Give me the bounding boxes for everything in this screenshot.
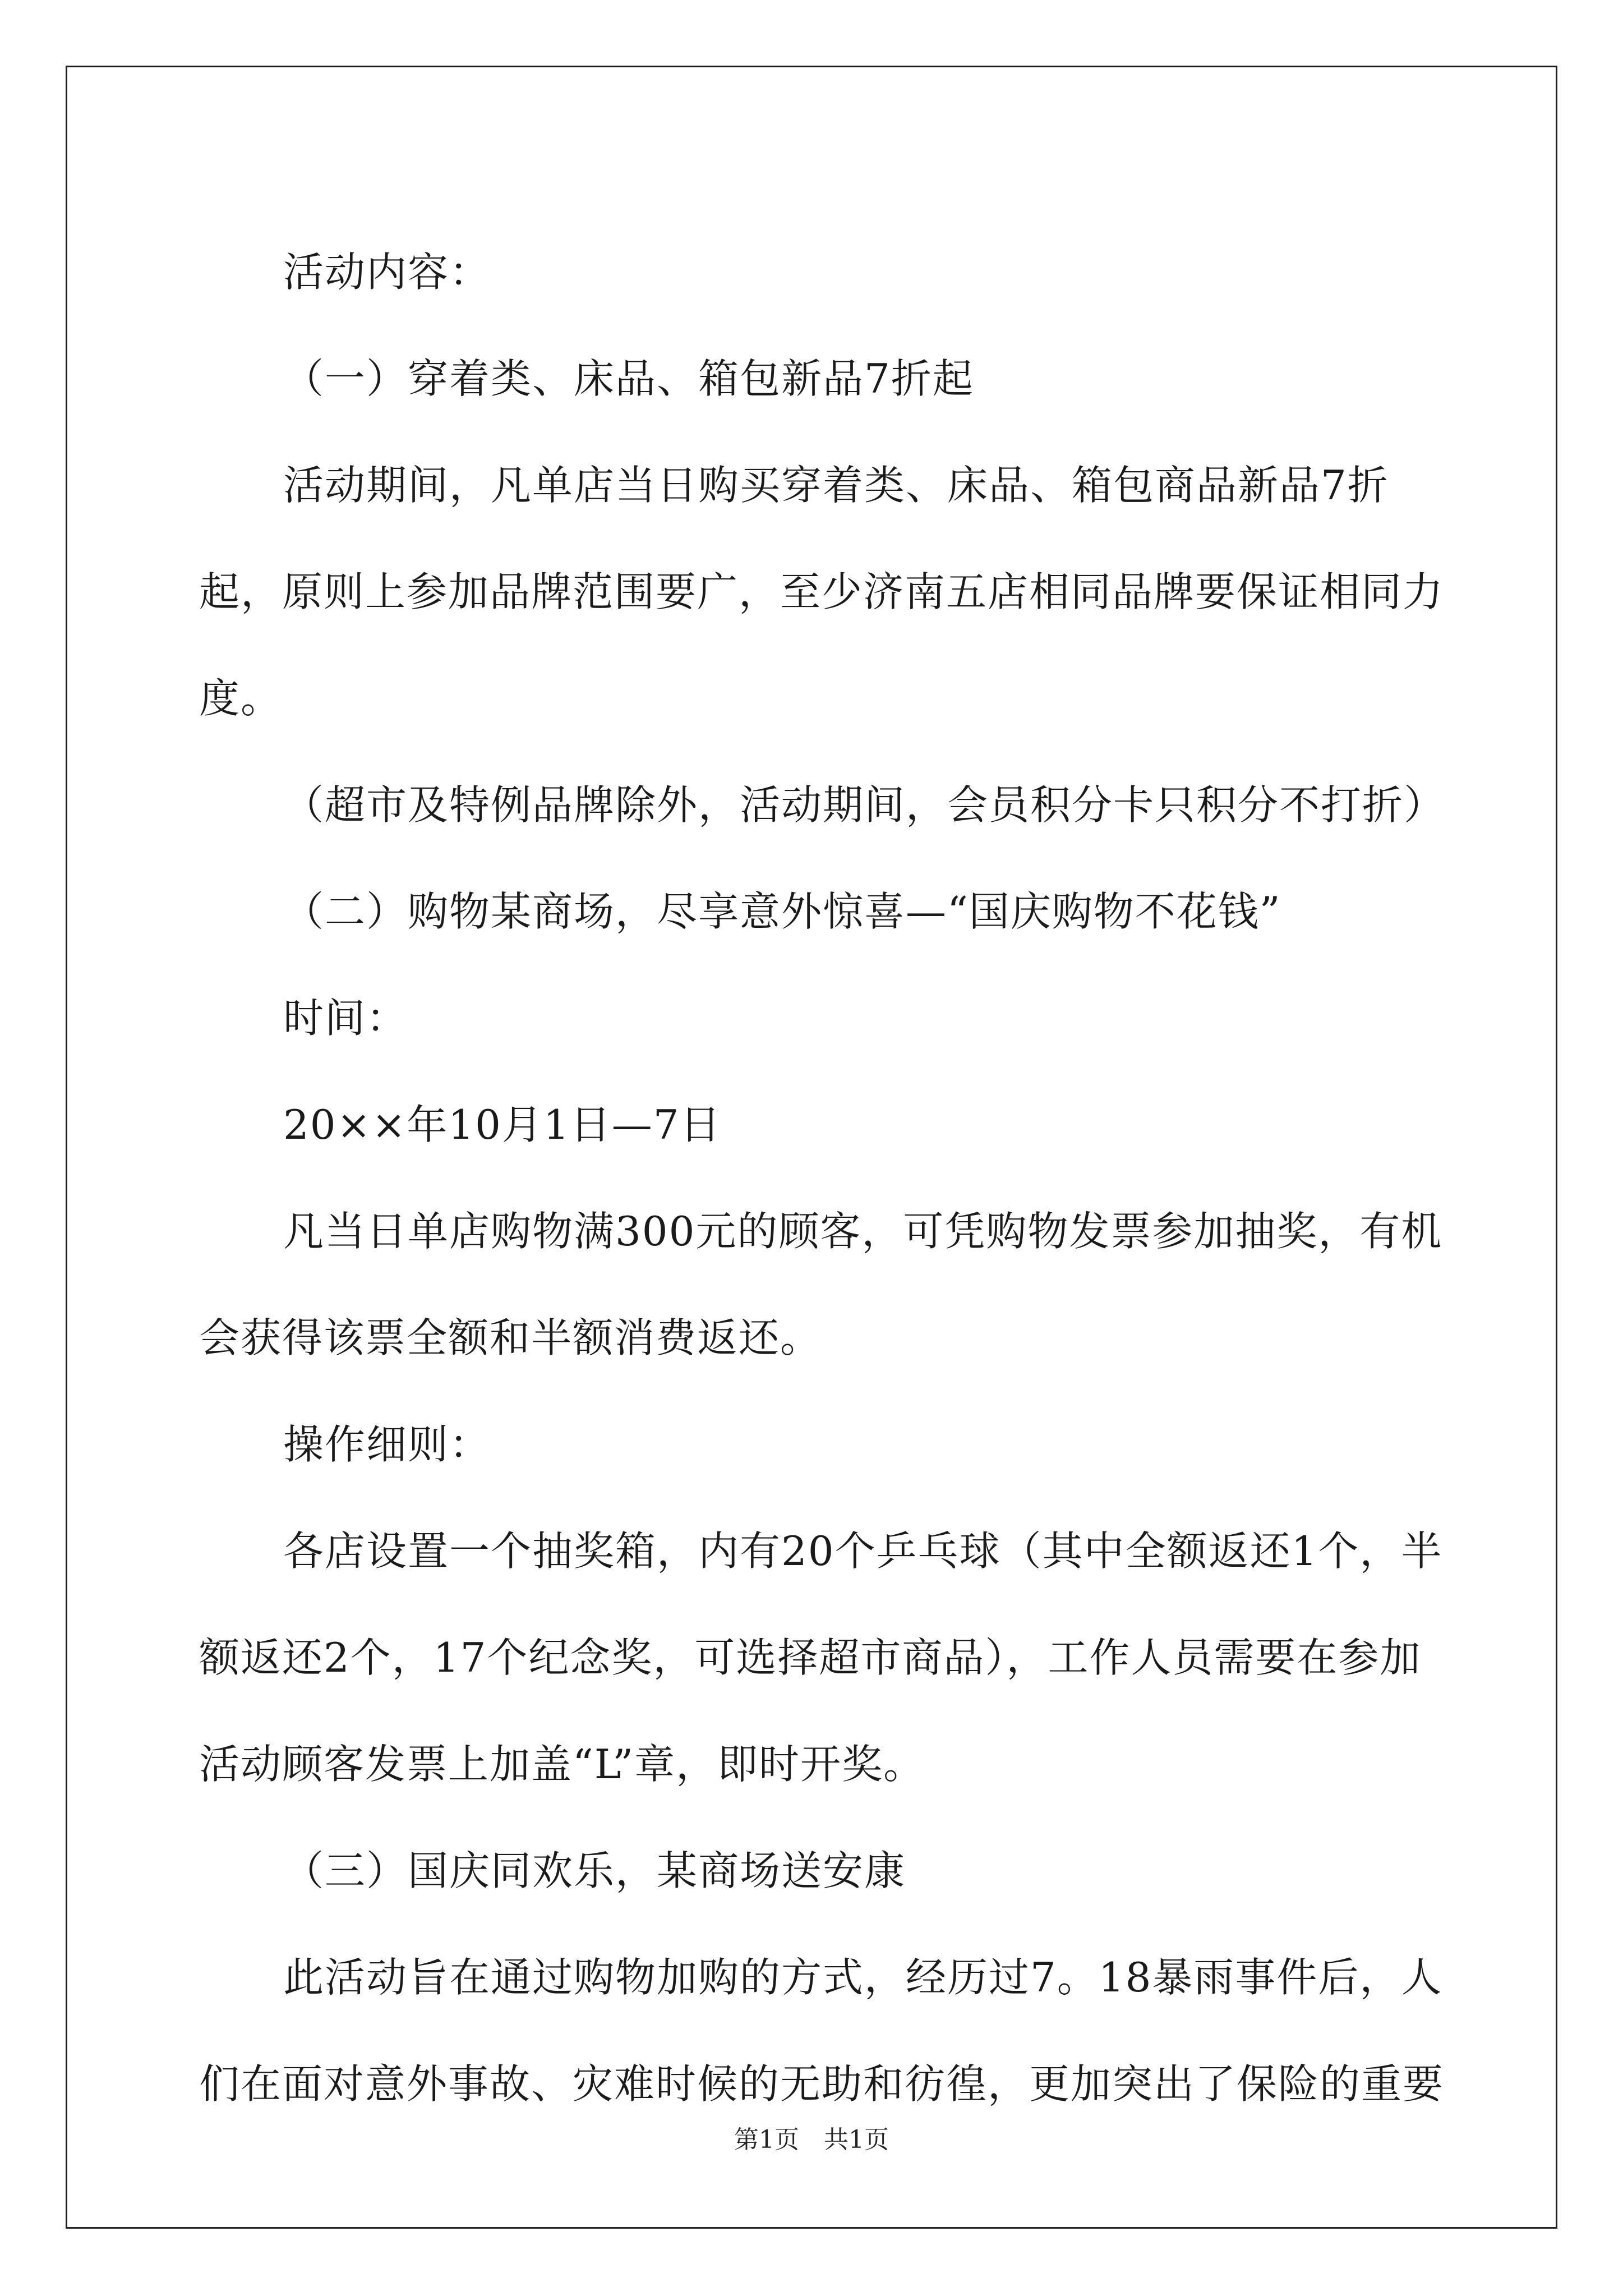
paragraph-section-2-body: 凡当日单店购物满300元的顾客，可凭购物发票参加抽奖，有机会获得该票全额和半额消费返还。: [199, 1208, 1443, 1361]
paragraph-section-2-title: （二）购物某商场，尽享意外惊喜—“国庆购物不花钱”: [283, 888, 1281, 935]
paragraph-time-label: 时间：: [283, 995, 408, 1042]
paragraph-section-1-body: 活动期间，凡单店当日购买穿着类、床品、箱包商品新品7折起，原则上参加品牌范围要广，至少济南五店相同品牌要保证相同力度。: [199, 462, 1445, 722]
paragraph-section-3-body: 此活动旨在通过购物加购的方式，经历过7。18暴雨事件后，人们在面对意外事故、灾难时候的无助和彷徨，更加突出了保险的重要: [199, 1954, 1445, 2108]
paragraph-section-1-title: （一）穿着类、床品、箱包新品7折起: [283, 355, 974, 402]
page-footer: 第1页 共1页: [734, 2125, 889, 2154]
paragraph-section-3-title: （三）国庆同欢乐，某商场送安康: [283, 1847, 906, 1894]
document-body: [199, 219, 1461, 2137]
paragraph-time-value: 20××年10月1日—7日: [283, 1101, 722, 1148]
paragraph-section-1-note: （超市及特例品牌除外，活动期间，会员积分卡只积分不打折）: [283, 781, 1446, 829]
paragraph-rules-body: 各店设置一个抽奖箱，内有20个乒乓球（其中全额返还1个，半额返还2个，17个纪念奖，可选择超市商品），工作人员需要在参加活动顾客发票上加盖“L”章，即时开奖。: [199, 1527, 1443, 1788]
paragraph-rules-label: 操作细则：: [283, 1421, 491, 1468]
paragraph-heading-content: 活动内容：: [283, 249, 491, 296]
